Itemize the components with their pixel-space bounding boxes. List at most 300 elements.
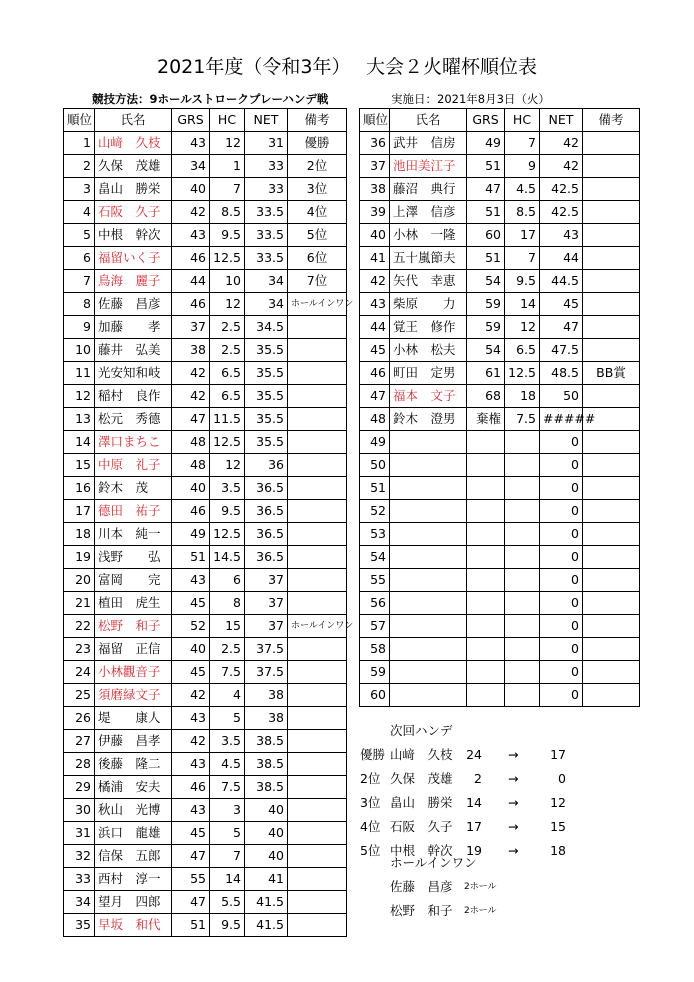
- cell-net: 41.5: [245, 891, 288, 914]
- table-row: [64, 201, 347, 224]
- cell-net: 35.5: [245, 339, 288, 362]
- cell-hc: 12: [210, 293, 245, 316]
- table-row: [64, 132, 347, 155]
- cell-grs: 43: [172, 707, 210, 730]
- table-row: [64, 914, 347, 937]
- table-header-row: [64, 109, 347, 132]
- cell-net: 35.5: [245, 408, 288, 431]
- cell-rank: 52: [360, 500, 390, 523]
- next-handicap-place: 優勝: [360, 747, 386, 762]
- cell-note: [583, 592, 640, 615]
- cell-grs: 40: [172, 638, 210, 661]
- cell-net: 0: [540, 661, 583, 684]
- cell-net: 33.5: [245, 201, 288, 224]
- cell-rank: 48: [360, 408, 390, 431]
- cell-name: 後藤 隆二: [95, 753, 172, 776]
- cell-note: [583, 132, 640, 155]
- cell-name: 池田美江子: [390, 155, 467, 178]
- cell-rank: 26: [64, 707, 95, 730]
- cell-net: 47.5: [540, 339, 583, 362]
- cell-hc: 1: [210, 155, 245, 178]
- cell-note: 2位: [288, 155, 347, 178]
- cell-note: [583, 523, 640, 546]
- cell-name: 稲村 良作: [95, 385, 172, 408]
- cell-hc: [505, 546, 540, 569]
- cell-note: [583, 569, 640, 592]
- cell-note: [288, 730, 347, 753]
- table-row: [64, 615, 347, 638]
- cell-name: 福留 正信: [95, 638, 172, 661]
- table-row: [360, 270, 640, 293]
- cell-name: 川本 純一: [95, 523, 172, 546]
- cell-net: 36.5: [245, 477, 288, 500]
- cell-net: 36: [245, 454, 288, 477]
- cell-net: 34: [245, 270, 288, 293]
- cell-hc: [505, 454, 540, 477]
- cell-grs: 49: [172, 523, 210, 546]
- cell-grs: 45: [172, 592, 210, 615]
- cell-grs: 47: [172, 891, 210, 914]
- cell-note: [583, 661, 640, 684]
- cell-rank: 45: [360, 339, 390, 362]
- table-row: [64, 546, 347, 569]
- cell-name: [390, 500, 467, 523]
- cell-hc: [505, 684, 540, 707]
- cell-net: 48.5: [540, 362, 583, 385]
- table-row: [360, 592, 640, 615]
- table-row: [64, 316, 347, 339]
- cell-hc: 4.5: [210, 753, 245, 776]
- cell-name: 西村 淳一: [95, 868, 172, 891]
- cell-grs: 55: [172, 868, 210, 891]
- cell-rank: 39: [360, 201, 390, 224]
- cell-net: 35.5: [245, 431, 288, 454]
- cell-hc: 12: [210, 132, 245, 155]
- table-row: [360, 385, 640, 408]
- cell-note: [583, 201, 640, 224]
- cell-rank: 21: [64, 592, 95, 615]
- cell-rank: 4: [64, 201, 95, 224]
- cell-grs: 51: [172, 546, 210, 569]
- cell-rank: 36: [360, 132, 390, 155]
- cell-name: 富岡 完: [95, 569, 172, 592]
- cell-name: 小林 一隆: [390, 224, 467, 247]
- next-handicap-name: 畠山 勝栄: [390, 795, 453, 810]
- cell-note: [288, 822, 347, 845]
- cell-note: [583, 339, 640, 362]
- cell-net: 45: [540, 293, 583, 316]
- cell-note: [288, 799, 347, 822]
- cell-net: 35.5: [245, 385, 288, 408]
- cell-name: 覚王 修作: [390, 316, 467, 339]
- cell-rank: 41: [360, 247, 390, 270]
- cell-hc: 4: [210, 684, 245, 707]
- cell-name: 加藤 孝: [95, 316, 172, 339]
- table-row: [64, 500, 347, 523]
- cell-rank: 11: [64, 362, 95, 385]
- cell-grs: [467, 454, 505, 477]
- cell-net: 35.5: [245, 362, 288, 385]
- cell-net: 36.5: [245, 546, 288, 569]
- cell-net: 33.5: [245, 247, 288, 270]
- cell-name: [390, 569, 467, 592]
- table-row: [360, 523, 640, 546]
- cell-hc: 9.5: [505, 270, 540, 293]
- cell-note: [288, 546, 347, 569]
- hole-in-one-hole: 2ホール: [464, 906, 497, 916]
- table-row: [64, 454, 347, 477]
- cell-note: [583, 477, 640, 500]
- cell-name: 植田 虎生: [95, 592, 172, 615]
- cell-hc: 6.5: [210, 385, 245, 408]
- hole-in-one-hole: 2ホール: [464, 882, 497, 892]
- cell-net: 40: [245, 799, 288, 822]
- cell-note: 3位: [288, 178, 347, 201]
- cell-name: 中原 礼子: [95, 454, 172, 477]
- header-name: 氏名: [95, 109, 172, 132]
- cell-net: 33.5: [245, 224, 288, 247]
- cell-name: 五十嵐節夫: [390, 247, 467, 270]
- header-net: NET: [540, 109, 583, 132]
- cell-note: BB賞: [583, 362, 640, 385]
- cell-hc: [505, 523, 540, 546]
- table-row: [64, 523, 347, 546]
- table-row: [64, 707, 347, 730]
- cell-hc: 12: [505, 316, 540, 339]
- cell-grs: 51: [172, 914, 210, 937]
- cell-name: 上澤 信彦: [390, 201, 467, 224]
- table-row: [64, 178, 347, 201]
- cell-net: 50: [540, 385, 583, 408]
- next-handicap-name: 石阪 久子: [390, 819, 453, 834]
- cell-hc: 12.5: [210, 523, 245, 546]
- cell-net: 41.5: [245, 914, 288, 937]
- cell-grs: 37: [172, 316, 210, 339]
- next-handicap-arrow: →: [508, 843, 519, 858]
- cell-grs: 38: [172, 339, 210, 362]
- cell-name: 町田 定男: [390, 362, 467, 385]
- cell-note: [288, 845, 347, 868]
- table-row: [64, 592, 347, 615]
- cell-grs: 60: [467, 224, 505, 247]
- cell-grs: 棄権: [467, 408, 505, 431]
- cell-rank: 44: [360, 316, 390, 339]
- cell-rank: 33: [64, 868, 95, 891]
- cell-name: 鈴木 茂: [95, 477, 172, 500]
- cell-net: 42.5: [540, 178, 583, 201]
- cell-name: 柴原 力: [390, 293, 467, 316]
- cell-rank: 56: [360, 592, 390, 615]
- cell-name: 山﨑 久枝: [95, 132, 172, 155]
- cell-net: 37: [245, 569, 288, 592]
- cell-name: 福本 文子: [390, 385, 467, 408]
- cell-note: [583, 178, 640, 201]
- cell-note: [288, 868, 347, 891]
- cell-note: [288, 592, 347, 615]
- cell-note: [288, 684, 347, 707]
- next-handicap-from: 2: [474, 771, 482, 786]
- cell-name: 浜口 龍雄: [95, 822, 172, 845]
- cell-note: [583, 316, 640, 339]
- cell-name: 中根 幹次: [95, 224, 172, 247]
- cell-note: [288, 707, 347, 730]
- cell-rank: 38: [360, 178, 390, 201]
- table-row: [64, 247, 347, 270]
- cell-rank: 58: [360, 638, 390, 661]
- header-rank: 順位: [360, 109, 390, 132]
- cell-rank: 12: [64, 385, 95, 408]
- next-handicap-name: 久保 茂雄: [390, 771, 453, 786]
- cell-net: 0: [540, 592, 583, 615]
- cell-note: [288, 638, 347, 661]
- cell-net: 40: [245, 845, 288, 868]
- cell-hc: [505, 477, 540, 500]
- cell-note: [288, 385, 347, 408]
- cell-grs: 59: [467, 293, 505, 316]
- cell-rank: 59: [360, 661, 390, 684]
- cell-hc: 14: [505, 293, 540, 316]
- hole-in-one-heading: ホールインワン: [390, 855, 477, 870]
- event-date: 実施日：2021年8月3日（火）: [391, 92, 550, 106]
- table-row: [64, 477, 347, 500]
- cell-note: [288, 753, 347, 776]
- cell-hc: [505, 431, 540, 454]
- cell-hc: 7: [210, 845, 245, 868]
- cell-rank: 37: [360, 155, 390, 178]
- cell-note: [583, 500, 640, 523]
- cell-name: 松野 和子: [95, 615, 172, 638]
- next-handicap-heading: 次回ハンデ: [390, 723, 453, 738]
- cell-name: 鳥海 麗子: [95, 270, 172, 293]
- cell-rank: 42: [360, 270, 390, 293]
- cell-name: 澤口まちこ: [95, 431, 172, 454]
- cell-grs: 46: [172, 293, 210, 316]
- cell-name: [390, 638, 467, 661]
- cell-net: 42: [540, 132, 583, 155]
- table-row: [64, 891, 347, 914]
- cell-note: [288, 891, 347, 914]
- cell-grs: 42: [172, 201, 210, 224]
- table-row: [64, 362, 347, 385]
- next-handicap-to: 17: [550, 747, 566, 762]
- cell-grs: [467, 615, 505, 638]
- cell-rank: 2: [64, 155, 95, 178]
- cell-hc: [505, 592, 540, 615]
- cell-note: 7位: [288, 270, 347, 293]
- cell-hc: [505, 638, 540, 661]
- cell-rank: 22: [64, 615, 95, 638]
- cell-note: [288, 477, 347, 500]
- cell-hc: 7: [505, 247, 540, 270]
- cell-rank: 46: [360, 362, 390, 385]
- cell-grs: 51: [467, 201, 505, 224]
- cell-hc: 17: [505, 224, 540, 247]
- cell-note: [288, 431, 347, 454]
- cell-name: [390, 615, 467, 638]
- cell-net: 0: [540, 615, 583, 638]
- cell-hc: 7.5: [505, 408, 540, 431]
- cell-net: 37.5: [245, 661, 288, 684]
- cell-grs: 34: [172, 155, 210, 178]
- cell-name: 藤井 弘美: [95, 339, 172, 362]
- table-row: [360, 293, 640, 316]
- cell-rank: 7: [64, 270, 95, 293]
- cell-note: [583, 385, 640, 408]
- table-row: [64, 638, 347, 661]
- ranking-table-left: [63, 108, 354, 937]
- table-row: [64, 224, 347, 247]
- cell-grs: 46: [172, 500, 210, 523]
- cell-name: 福留いく子: [95, 247, 172, 270]
- cell-hc: 5.5: [210, 891, 245, 914]
- cell-hc: [505, 500, 540, 523]
- table-row: [360, 408, 640, 431]
- cell-name: [390, 661, 467, 684]
- cell-name: 伊藤 昌孝: [95, 730, 172, 753]
- cell-net: 37.5: [245, 638, 288, 661]
- cell-hc: 9.5: [210, 914, 245, 937]
- cell-net: 40: [245, 822, 288, 845]
- table-row: [360, 500, 640, 523]
- cell-rank: 57: [360, 615, 390, 638]
- cell-grs: [467, 569, 505, 592]
- next-handicap-to: 15: [550, 819, 566, 834]
- cell-rank: 54: [360, 546, 390, 569]
- cell-grs: 49: [467, 132, 505, 155]
- cell-note: [583, 684, 640, 707]
- cell-net: 33: [245, 178, 288, 201]
- cell-note: 5位: [288, 224, 347, 247]
- table-row: [64, 339, 347, 362]
- cell-rank: 20: [64, 569, 95, 592]
- cell-note: ホールインワン: [288, 293, 347, 316]
- table-row: [64, 868, 347, 891]
- cell-hc: 14: [210, 868, 245, 891]
- cell-rank: 13: [64, 408, 95, 431]
- cell-name: 佐藤 昌彦: [95, 293, 172, 316]
- cell-name: 鈴木 澄男: [390, 408, 467, 431]
- next-handicap-place: 2位: [360, 771, 381, 786]
- cell-name: 德田 祐子: [95, 500, 172, 523]
- cell-hc: [505, 615, 540, 638]
- cell-grs: 46: [172, 247, 210, 270]
- cell-hc: 7: [210, 178, 245, 201]
- cell-grs: 40: [172, 178, 210, 201]
- cell-hc: 5: [210, 822, 245, 845]
- table-row: [360, 247, 640, 270]
- next-handicap-name: 山﨑 久枝: [390, 747, 453, 762]
- table-row: [64, 822, 347, 845]
- cell-net: 44.5: [540, 270, 583, 293]
- cell-grs: 43: [172, 753, 210, 776]
- next-handicap-to: 0: [558, 771, 566, 786]
- cell-grs: 43: [172, 132, 210, 155]
- table-row: [360, 615, 640, 638]
- cell-grs: 46: [172, 776, 210, 799]
- cell-grs: [467, 684, 505, 707]
- header-name: 氏名: [390, 109, 467, 132]
- cell-hc: 8.5: [210, 201, 245, 224]
- cell-rank: 3: [64, 178, 95, 201]
- cell-name: 浅野 弘: [95, 546, 172, 569]
- cell-hc: 9: [505, 155, 540, 178]
- cell-name: [390, 477, 467, 500]
- cell-name: 畠山 勝栄: [95, 178, 172, 201]
- cell-rank: 6: [64, 247, 95, 270]
- header-grs: GRS: [172, 109, 210, 132]
- cell-grs: 43: [172, 569, 210, 592]
- cell-rank: 15: [64, 454, 95, 477]
- cell-net: 47: [540, 316, 583, 339]
- cell-rank: 24: [64, 661, 95, 684]
- table-row: [64, 730, 347, 753]
- cell-rank: 17: [64, 500, 95, 523]
- table-row: [64, 753, 347, 776]
- table-row: [360, 569, 640, 592]
- cell-net: 31: [245, 132, 288, 155]
- cell-rank: 51: [360, 477, 390, 500]
- table-row: [64, 155, 347, 178]
- cell-net: 0: [540, 454, 583, 477]
- cell-grs: 47: [172, 408, 210, 431]
- table-row: [64, 408, 347, 431]
- cell-hc: [505, 569, 540, 592]
- table-row: [360, 661, 640, 684]
- cell-hc: 9.5: [210, 224, 245, 247]
- cell-name: 望月 四郎: [95, 891, 172, 914]
- cell-hc: 2.5: [210, 638, 245, 661]
- cell-note: [288, 569, 347, 592]
- cell-hc: 4.5: [505, 178, 540, 201]
- cell-note: [583, 270, 640, 293]
- cell-note: 6位: [288, 247, 347, 270]
- cell-rank: 1: [64, 132, 95, 155]
- cell-name: 信保 五郎: [95, 845, 172, 868]
- cell-rank: 60: [360, 684, 390, 707]
- cell-name: 須磨緑文子: [95, 684, 172, 707]
- table-row: [64, 385, 347, 408]
- cell-hc: 9.5: [210, 500, 245, 523]
- cell-net: 38.5: [245, 776, 288, 799]
- cell-net: 41: [245, 868, 288, 891]
- next-handicap-from: 19: [466, 843, 482, 858]
- header-net: NET: [245, 109, 288, 132]
- cell-grs: 44: [172, 270, 210, 293]
- cell-note: [288, 316, 347, 339]
- table-row: [64, 569, 347, 592]
- ranking-table-right: [359, 108, 640, 707]
- cell-note: [583, 224, 640, 247]
- cell-net: 38.5: [245, 730, 288, 753]
- cell-hc: 7.5: [210, 661, 245, 684]
- cell-rank: 27: [64, 730, 95, 753]
- cell-net: 0: [540, 477, 583, 500]
- table-row: [360, 178, 640, 201]
- cell-rank: 31: [64, 822, 95, 845]
- cell-net: 0: [540, 569, 583, 592]
- cell-name: [390, 431, 467, 454]
- header-note: 備考: [583, 109, 640, 132]
- cell-grs: [467, 431, 505, 454]
- cell-rank: 9: [64, 316, 95, 339]
- cell-grs: 43: [172, 224, 210, 247]
- cell-note: [583, 546, 640, 569]
- table-row: [360, 316, 640, 339]
- cell-net: 34.5: [245, 316, 288, 339]
- cell-name: 堤 康人: [95, 707, 172, 730]
- cell-grs: 54: [467, 339, 505, 362]
- cell-note: [288, 362, 347, 385]
